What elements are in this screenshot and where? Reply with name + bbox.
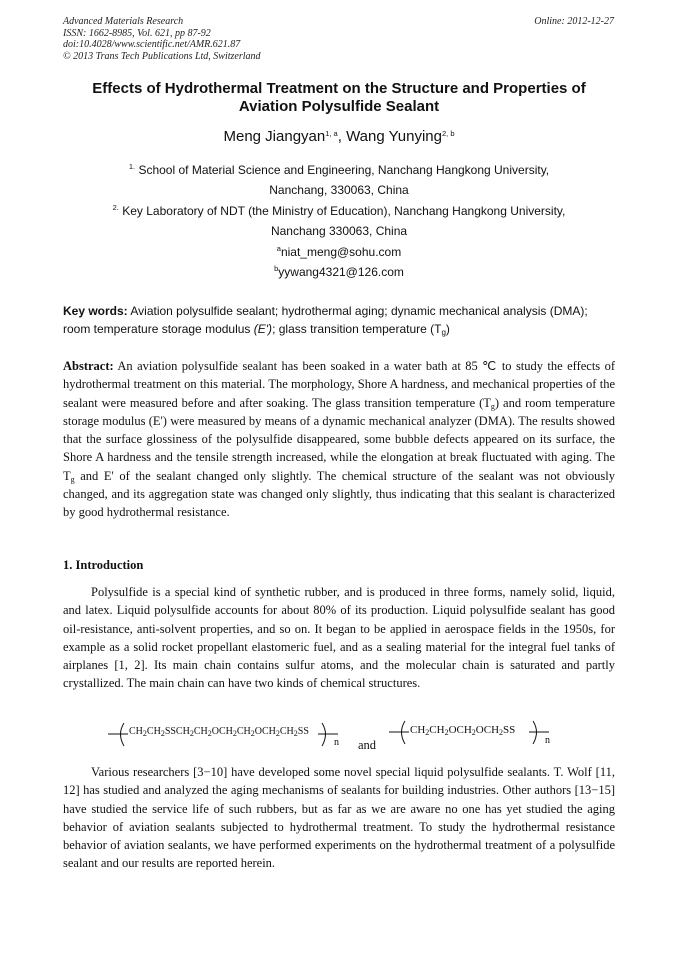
chem-sub: 2	[160, 729, 165, 738]
structure-2-repeat-n: n	[545, 735, 550, 746]
chem-text: CH	[236, 726, 251, 737]
affiliation-1-line-1	[0, 163, 678, 177]
keywords	[63, 302, 615, 338]
abstract-text-1: An aviation polysulfide sealant has been soaked in a water bath at 85 ℃ to study the effects of hydrothermal treatment on this material. The morphology, Shore A hardness, and mechanical properties of the sealant were measured before and after soaking. The glass transition temperature (T	[63, 359, 615, 410]
affiliation-1-text: School of Material Science and Engineering, Nanchang Hangkong University,	[138, 163, 550, 177]
intro-paragraph-1: Polysulfide is a special kind of synthetic rubber, and is produced in three forms, namely solid, liquid, and latex. Liquid polysulfide accounts for about 80% of its production. Liquid polysulfide sealant has good oil-resistance, anti-solvent properties, and so on. It began to be applied in aerospace fields in the 1950s, for example as a solid rocket propellant elastomeric fuel, and as a sealing material for the integral fuel tanks of airplanes [1, 2]. Its main chain contains sulfur atoms, and the molecular chain is saturated and partly crystallized. The main chain can have two kinds of chemical structures.	[63, 585, 615, 691]
keywords-subscript: g	[441, 328, 446, 337]
chem-text: SS	[503, 724, 516, 736]
journal-name: Advanced Materials Research	[63, 16, 184, 27]
abstract	[63, 357, 615, 522]
keywords-text-2: ; glass transition temperature (T	[272, 322, 442, 336]
structure-1-open-bracket	[108, 722, 130, 748]
chem-sub: 2	[189, 729, 194, 738]
issn-line: ISSN: 1662-8985, Vol. 621, pp 87-92	[63, 27, 211, 39]
abstract-label: Abstract:	[63, 359, 114, 373]
chem-text: CH	[129, 726, 143, 737]
author-2-affiliation-mark: 2, b	[441, 129, 455, 138]
affiliation-2-line-2: Nanchang 330063, China	[270, 224, 408, 238]
email-a[interactable]	[0, 245, 678, 259]
paper-title	[50, 80, 628, 116]
chem-sub: 2	[232, 729, 237, 738]
abstract-text-2: ) and room temperature storage modulus (E') were measured by means of a dynamic mechanical analyzer (DMA). The results showed that the surface glossiness of the polysulfide disappeared, some bubble defects appeared on its surface, the Shore A hardness and the tensile strength increased, while the elongation at break fluctuated with aging. The T	[63, 395, 615, 483]
structures-conjunction: and	[358, 738, 377, 752]
chem-sub: 2	[207, 729, 212, 738]
abstract-subscript-2: g	[70, 474, 75, 484]
title-line-1: Effects of Hydrothermal Treatment on the Structure and Properties of	[92, 80, 586, 97]
email-a-address[interactable]: niat_meng@sohu.com	[280, 245, 402, 259]
journal-header	[63, 16, 261, 62]
chem-sub: 2	[275, 729, 280, 738]
affiliation-2-line-1	[0, 204, 678, 218]
chem-sub: 2	[471, 728, 476, 737]
intro-paragraph-2: Various researchers [3−10] have developed some novel special liquid polysulfide sealants. T. Wolf [11, 12] has studied and analyzed the aging mechanisms of sealants for building industries. Other authors [13−15] have studied the service life of such rubbers, but as far as we are aware no one has yet studied the aging behavior of aviation sealants subjected to hydrothermal treatment. To study the hydrothermal resistance behavior of aviation sealants, we have performed experiments on the hydrothermal treatment of a polysulfide sealant and our results are reported herein.	[63, 765, 615, 871]
author-2: Wang Yunying	[346, 128, 442, 145]
chem-text: SS	[297, 726, 309, 737]
title-line-2: Aviation Polysulfide Sealant	[238, 98, 440, 115]
author-1-affiliation-mark: 1, a	[325, 129, 338, 138]
keywords-text-3: )	[445, 322, 450, 336]
email-b-mark: b	[274, 264, 279, 273]
chem-sub: 2	[142, 729, 147, 738]
doi-line[interactable]: doi:10.4028/www.scientific.net/AMR.621.87	[63, 39, 241, 50]
structure-2-open-bracket	[389, 720, 411, 746]
author-list	[0, 128, 678, 146]
author-1: Meng Jiangyan	[223, 128, 326, 145]
chem-text: CH	[193, 726, 208, 737]
structure-1-formula	[129, 726, 309, 737]
structure-1-repeat-n: n	[334, 737, 339, 748]
email-a-mark: a	[276, 244, 281, 253]
chem-text: OCH	[254, 726, 276, 737]
chem-text: OCH	[475, 724, 500, 736]
keywords-modulus: (E')	[253, 322, 273, 336]
chem-sub: 2	[293, 729, 298, 738]
affiliation-2-mark: 2.	[112, 203, 119, 212]
chem-text: CH	[146, 726, 161, 737]
email-b[interactable]	[0, 265, 678, 279]
abstract-text-3: and E' of the sealant changed only slightly. The chemical structure of the sealant was not obviously changed, and its aggregation state was changed only slightly, thus indicating that this sealant is characterized by good hydrothermal resistance.	[63, 468, 615, 520]
chem-text: CH	[429, 724, 445, 736]
keywords-text: Aviation polysulfide sealant; hydrothermal aging; dynamic mechanical analysis (DMA); room temperature storage modulus	[63, 304, 588, 336]
affiliation-1-line-2: Nanchang, 330063, China	[269, 183, 409, 197]
email-b-address[interactable]: yywang4321@126.com	[278, 265, 404, 279]
copyright-line: © 2013 Trans Tech Publications Ltd, Switzerland	[63, 50, 261, 62]
affiliation-1-mark: 1.	[128, 162, 136, 171]
chem-text: CH	[410, 724, 426, 736]
chem-text: OCH	[448, 724, 472, 736]
chem-text: CH	[279, 726, 294, 737]
author-separator: ,	[337, 128, 347, 145]
chem-sub: 2	[425, 728, 430, 737]
chem-sub: 2	[444, 728, 449, 737]
section-heading-introduction: 1. Introduction	[63, 558, 144, 572]
chem-sub: 2	[250, 729, 255, 738]
chem-text: SSCH	[164, 726, 190, 737]
affiliation-2-text: Key Laboratory of NDT (the Ministry of Education), Nanchang Hangkong University,	[122, 204, 566, 218]
chem-sub: 2	[499, 728, 504, 737]
abstract-subscript-1: g	[490, 401, 495, 411]
structure-2-formula	[410, 724, 515, 736]
online-date: Online: 2012-12-27	[534, 16, 614, 27]
chem-text: OCH	[211, 726, 233, 737]
keywords-label: Key words:	[63, 304, 128, 318]
